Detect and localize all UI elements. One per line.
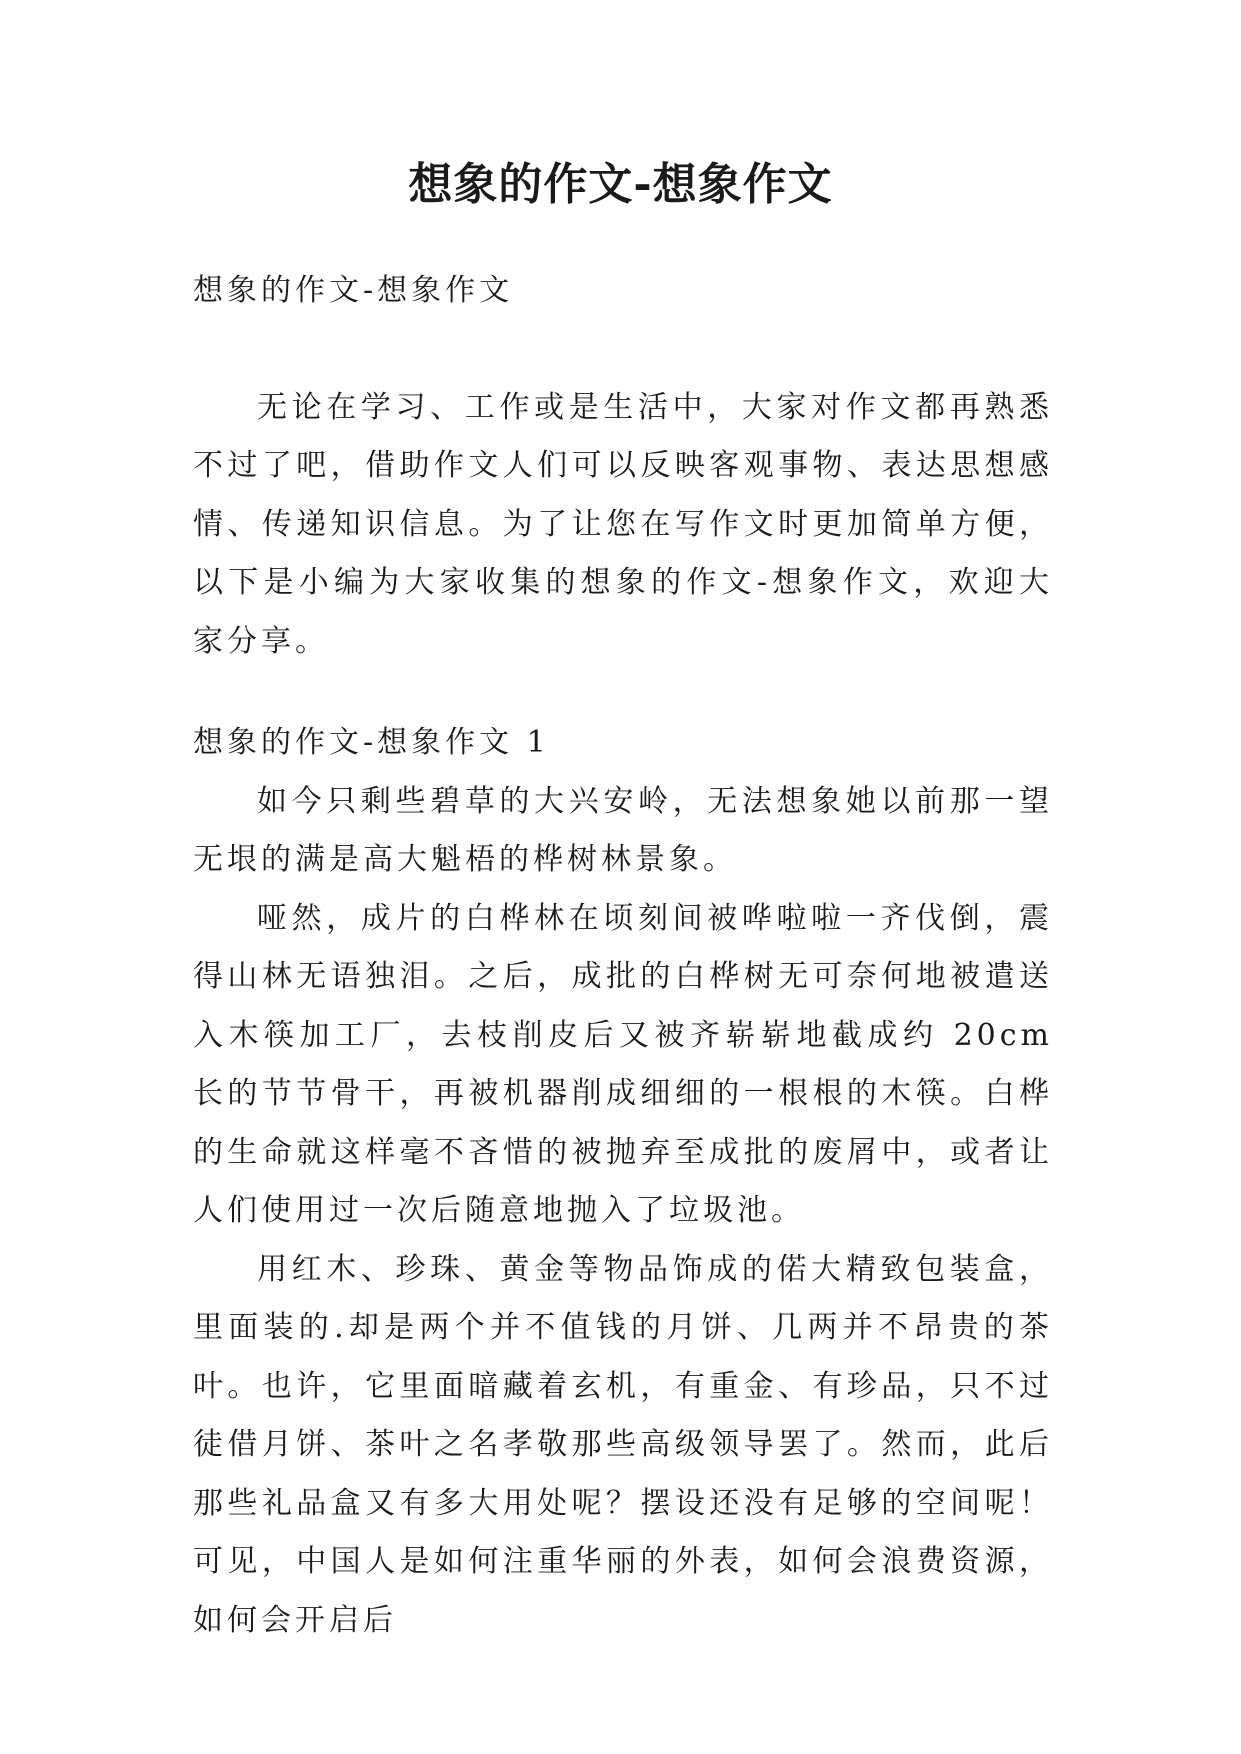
document-subtitle: 想象的作文-想象作文: [193, 273, 514, 308]
document-title: 想象的作文-想象作文: [408, 159, 833, 210]
body-paragraph: 用红木、珍珠、黄金等物品饰成的偌大精致包装盒，里面装的.却是两个并不值钱的月饼、几两并不昂贵的茶叶。也许，它里面暗藏着玄机，有重金、有珍品，只不过徒借月饼、茶叶之名孝敬那些高级领导罢了。然而，此后那些礼品盒又有多大用处呢？摆设还没有足够的空间呢！可见，中国人是如何注重华丽的外表，如何会浪费资源，如何会开启后: [193, 1251, 1053, 1638]
body-paragraph: 哑然，成片的白桦林在顷刻间被哗啦啦一齐伐倒，震得山林无语独泪。之后，成批的白桦树无可奈何地被遣送入木筷加工厂，去枝削皮后又被齐崭崭地截成约 20cm 长的节节骨干，再被机器削成细细的一根根的木筷。白桦的生命就这样毫不吝惜的被抛弃至成批的废屑中，或者让人们使用过一次后随意地抛入了垃圾池。: [193, 900, 1053, 1228]
spacer: [193, 671, 1053, 714]
document-body: [193, 262, 1053, 1650]
section-heading: 想象的作文-想象作文 1: [193, 725, 550, 760]
intro-paragraph: 无论在学习、工作或是生活中，大家对作文都再熟悉不过了吧，借助作文人们可以反映客观事物、表达思想感情、传递知识信息。为了让您在写作文时更加简单方便，以下是小编为大家收集的想象的作文-想象作文，欢迎大家分享。: [193, 389, 1053, 659]
spacer: [193, 321, 1053, 379]
body-paragraph: 如今只剩些碧草的大兴安岭，无法想象她以前那一望无垠的满是高大魁梧的桦树林景象。: [193, 783, 1053, 877]
